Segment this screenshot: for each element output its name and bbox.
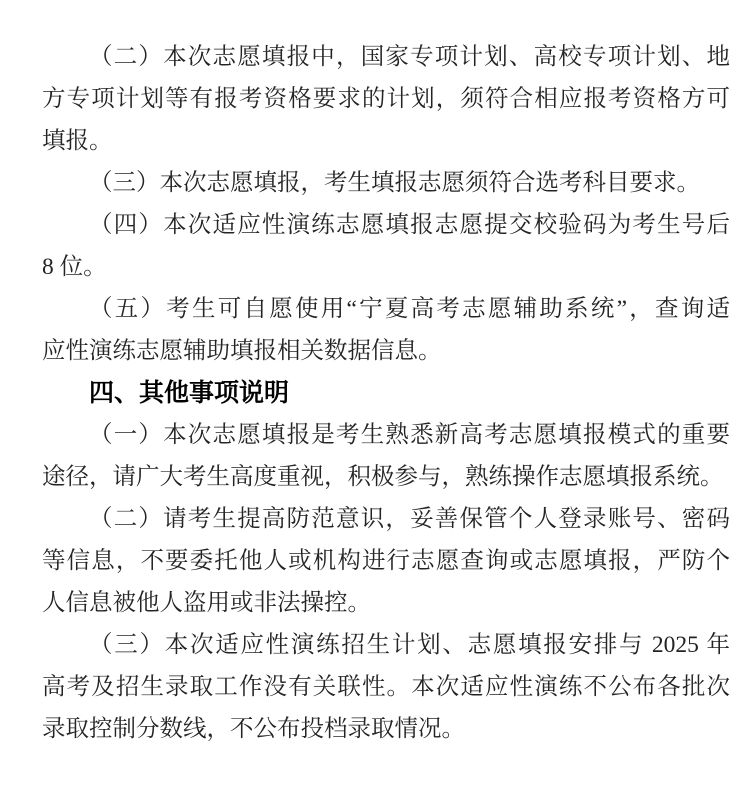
- section-heading: 四、其他事项说明: [89, 379, 290, 407]
- text-line: 录取控制分数线，不公布投档录取情况。: [42, 716, 465, 742]
- text-line: （五）考生可自愿使用“宁夏高考志愿辅助系统”，查询适: [89, 296, 730, 322]
- text-line: 填报。: [42, 128, 113, 154]
- text-line: （二）本次志愿填报中，国家专项计划、高校专项计划、地: [89, 44, 730, 70]
- text-line: 应性演练志愿辅助填报相关数据信息。: [42, 338, 442, 364]
- text-line: 8 位。: [42, 254, 107, 280]
- text-line: （二）请考生提高防范意识，妥善保管个人登录账号、密码: [89, 506, 730, 532]
- text-line: 高考及招生录取工作没有关联性。本次适应性演练不公布各批次: [42, 674, 730, 700]
- text-line: （四）本次适应性演练志愿填报志愿提交校验码为考生号后: [89, 212, 730, 238]
- text-line: 途径，请广大考生高度重视，积极参与，熟练操作志愿填报系统。: [42, 464, 724, 490]
- text-line: 人信息被他人盗用或非法操控。: [42, 590, 371, 616]
- text-line: （三）本次适应性演练招生计划、志愿填报安排与 2025 年: [89, 632, 730, 658]
- text-line: （一）本次志愿填报是考生熟悉新高考志愿填报模式的重要: [89, 422, 730, 448]
- text-line: 等信息，不要委托他人或机构进行志愿查询或志愿填报，严防个: [42, 548, 730, 574]
- text-line: （三）本次志愿填报，考生填报志愿须符合选考科目要求。: [89, 170, 700, 196]
- text-line: 方专项计划等有报考资格要求的计划，须符合相应报考资格方可: [42, 86, 730, 112]
- document-content: [42, 36, 730, 750]
